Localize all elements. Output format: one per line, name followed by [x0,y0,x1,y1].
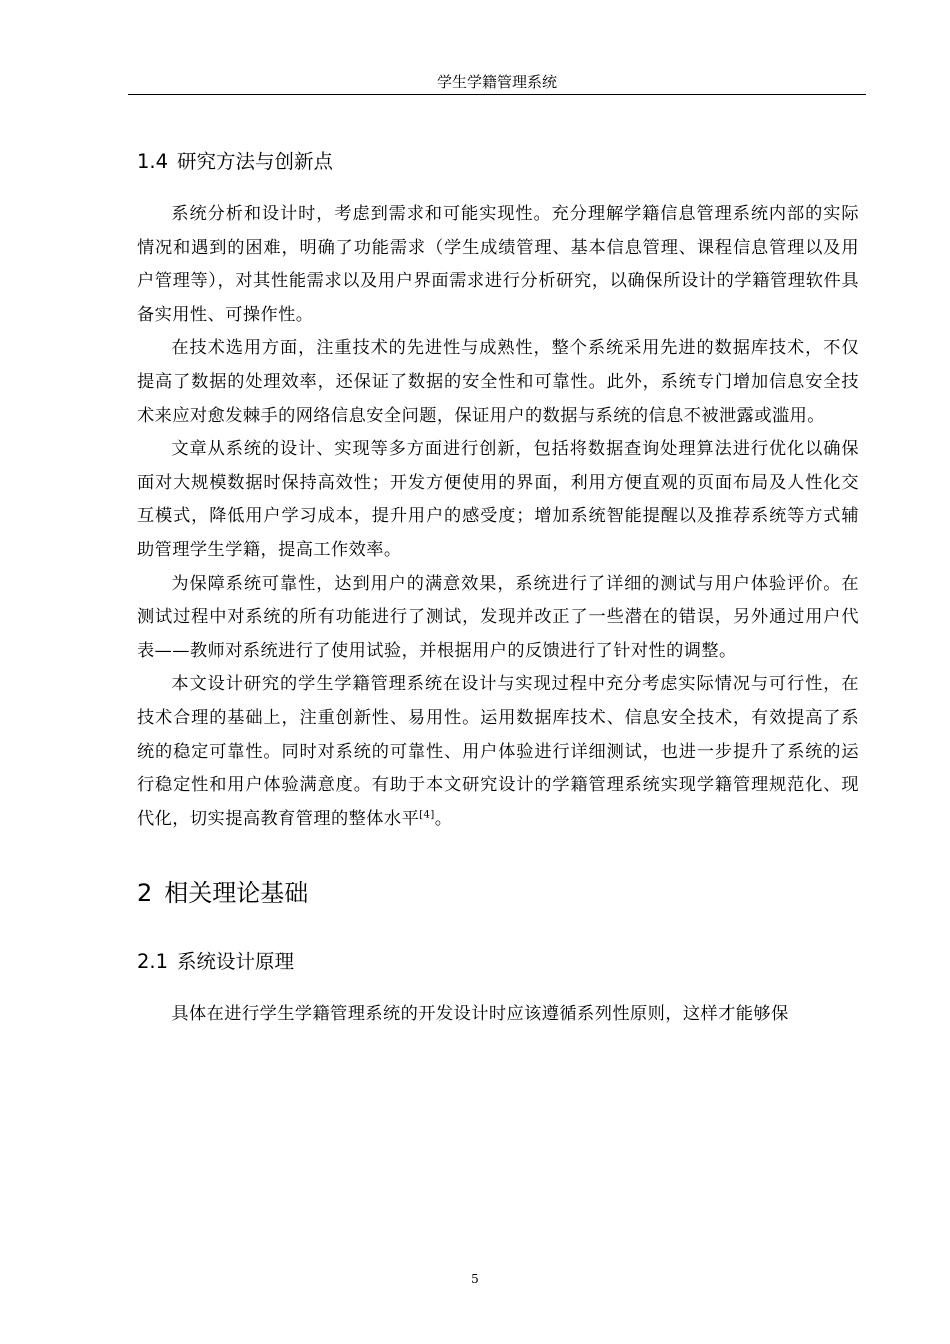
paragraph: 在技术选用方面，注重技术的先进性与成熟性，整个系统采用先进的数据库技术，不仅提高了数据的处理效率，还保证了数据的安全性和可靠性。此外，系统专门增加信息安全技术来应对愈发棘手的网络信息安全问题，保证用户的数据与系统的信息不被泄露或滥用。 [137,338,859,426]
header-title: 学生学籍管理系统 [436,73,557,91]
section-title: 研究方法与创新点 [177,150,334,173]
paragraph: 为保障系统可靠性，达到用户的满意效果，系统进行了详细的测试与用户体验评价。在测试过程中对系统的所有功能进行了测试，发现并改正了一些潜在的错误，另外通过用户代表——教师对系统进行了使用试验，并根据用户的反馈进行了针对性的调整。 [137,573,859,661]
paragraph: 系统分析和设计时，考虑到需求和可能实现性。充分理解学籍信息管理系统内部的实际情况和遇到的困难，明确了功能需求（学生成绩管理、基本信息管理、课程信息管理以及用户管理等），对其性能需求以及用户界面需求进行分析研究，以确保所设计的学籍管理软件具备实用性、可操作性。 [137,204,859,325]
paragraph: 文章从系统的设计、实现等多方面进行创新，包括将数据查询处理算法进行优化以确保面对大规模数据时保持高效性；开发方便使用的界面，利用方便直观的页面布局及人性化交互模式，降低用户学习成本，提升用户的感受度；增加系统智能提醒以及推荐系统等方式辅助管理学生学籍，提高工作效率。 [137,439,859,560]
paragraph-with-citation [137,668,859,836]
citation-ref: [4] [419,808,435,820]
section-number: 2.1 [137,950,169,974]
page-content [137,140,859,1032]
chapter-heading-2 [137,870,859,916]
paragraph: 具体在进行学生学籍管理系统的开发设计时应该遵循系列性原则，这样才能够保 [171,1004,789,1025]
chapter-title: 相关理论基础 [164,879,309,908]
paragraph-text: 本文设计研究的学生学籍管理系统在设计与实现过程中充分考虑实际情况与可行性，在技术合理的基础上，注重创新性、易用性。运用数据库技术、信息安全技术，有效提高了系统的稳定可靠性。同时对系统的可靠性、用户体验进行详细测试，也进一步提升了系统的运行稳定性和用户体验满意度。有助于本文研究设计的学籍管理系统实现学籍管理规范化、现代化，切实提高教育管理的整体水平 [137,674,859,829]
page-number: 5 [471,1272,479,1286]
section-heading-1-4 [137,140,859,184]
page-footer [0,1272,950,1286]
section-title: 系统设计原理 [177,950,295,974]
chapter-number: 2 [137,879,153,908]
section-heading-2-1 [137,940,859,984]
running-header [128,72,866,95]
paragraph-end: 。 [434,808,453,829]
section-number: 1.4 [137,150,169,173]
